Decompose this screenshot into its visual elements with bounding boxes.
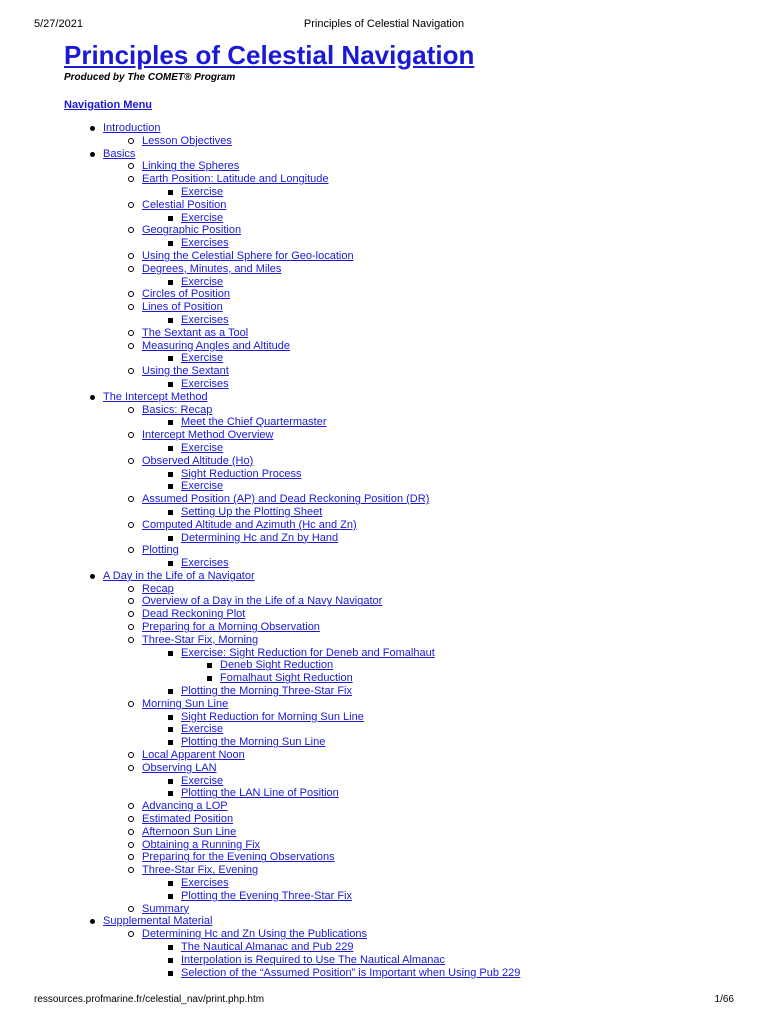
nav-item-level-3 [142,775,724,788]
nav-link[interactable]: Using the Sextant [142,365,229,378]
nav-item-level-3 [142,352,724,365]
nav-item-level-3 [142,186,724,199]
nav-item-level-3 [142,532,724,545]
nav-link[interactable]: Plotting the Morning Three-Star Fix [181,685,352,698]
bullet-icon [128,227,134,233]
bullet-icon [90,574,95,579]
nav-link[interactable]: Intercept Method Overview [142,429,274,442]
bullet-icon [168,484,173,489]
nav-link[interactable]: Lesson Objectives [142,134,232,147]
bullet-icon [128,253,134,259]
nav-link[interactable]: Using the Celestial Sphere for Geo-location [142,249,354,262]
nav-link[interactable]: Overview of a Day in the Life of a Navy Navigator [142,595,383,608]
bullet-icon [168,241,173,246]
nav-link[interactable]: Exercise [181,185,224,198]
nav-link[interactable]: Exercise: Sight Reduction for Deneb and Fomalhaut [181,646,435,659]
print-date: 5/27/2021 [34,18,83,30]
nav-item-level-3 [142,787,724,800]
nav-item-level-3 [142,468,724,481]
nav-sublist [103,404,724,570]
bullet-icon [168,971,173,976]
nav-link[interactable]: Plotting the Morning Sun Line [181,736,326,749]
nav-item-level-3 [142,711,724,724]
nav-item-level-3 [142,647,724,685]
nav-item-level-2 [103,749,724,762]
nav-item-level-2 [103,224,724,250]
nav-link[interactable]: Setting Up the Plotting Sheet [181,505,323,518]
bullet-icon [128,368,134,374]
bullet-icon [90,919,95,924]
nav-item-level-3 [142,685,724,698]
bullet-icon [128,291,134,297]
nav-sublist [142,506,724,519]
print-footer [34,993,734,1007]
bullet-icon [168,420,173,425]
nav-link[interactable]: Determining Hc and Zn Using the Publications [142,928,368,941]
nav-item-level-2 [103,762,724,800]
bullet-icon [128,624,134,630]
bullet-icon [168,446,173,451]
bullet-icon [128,637,134,643]
bullet-icon [168,791,173,796]
bullet-icon [128,163,134,169]
nav-link[interactable]: Selection of the “Assumed Position” is Important when Using Pub 229 [181,966,521,979]
bullet-icon [128,138,134,144]
nav-item-level-2 [103,493,724,519]
nav-item-level-2 [103,365,724,391]
bullet-icon [90,126,95,131]
bullet-icon [168,472,173,477]
nav-item-level-3 [142,723,724,736]
nav-link[interactable]: Sight Reduction for Morning Sun Line [181,710,364,723]
nav-link[interactable]: Estimated Position [142,813,234,826]
nav-item-level-1 [64,122,724,148]
nav-item-level-2 [103,595,724,608]
nav-item-level-4 [181,672,724,685]
nav-item-level-3 [142,557,724,570]
nav-link[interactable]: A Day in the Life of a Navigator [103,569,255,582]
nav-link[interactable]: The Nautical Almanac and Pub 229 [181,941,354,953]
bullet-icon [128,522,134,528]
bullet-icon [168,894,173,899]
nav-link[interactable]: Morning Sun Line [142,697,229,710]
nav-item-level-3 [142,237,724,250]
navigation-menu [64,122,724,979]
nav-item-level-2 [103,135,724,148]
nav-sublist [181,659,724,685]
nav-item-level-2 [103,160,724,173]
nav-item-level-3 [142,442,724,455]
nav-link[interactable]: Exercise [181,774,224,787]
bullet-icon [168,958,173,963]
nav-link[interactable]: Exercise [181,480,224,493]
bullet-icon [128,407,134,413]
nav-item-level-2 [103,698,724,749]
nav-link[interactable]: Assumed Position (AP) and Dead Reckoning Position (DR) [142,493,430,506]
nav-sublist [103,135,724,148]
nav-sublist [103,160,724,390]
nav-item-level-3 [142,276,724,289]
bullet-icon [168,216,173,221]
nav-link[interactable]: Preparing for the Evening Observations [142,851,335,864]
print-title: Principles of Celestial Navigation [303,18,465,30]
nav-sublist [142,775,724,801]
bullet-icon [128,547,134,553]
nav-sublist [142,941,724,979]
nav-link[interactable]: Three-Star Fix, Evening [142,864,259,877]
nav-item-level-3 [142,314,724,327]
bullet-icon [168,740,173,745]
bullet-icon [168,356,173,361]
nav-link[interactable]: Celestial Position [142,198,227,211]
bullet-icon [128,496,134,502]
nav-link[interactable]: Recap [142,582,174,595]
nav-link[interactable]: Summary [142,902,190,915]
nav-item-level-2 [103,608,724,621]
bullet-icon [168,280,173,285]
nav-item-level-2 [103,928,724,979]
nav-item-level-3 [142,416,724,429]
nav-item-level-2 [103,826,724,839]
nav-sublist [142,711,724,749]
nav-item-level-2 [103,839,724,852]
bullet-icon [128,304,134,310]
main-content [64,38,724,979]
nav-item-level-2 [103,327,724,340]
bullet-icon [128,867,134,873]
nav-item-level-2 [103,199,724,225]
nav-link[interactable]: Plotting the LAN Line of Position [181,787,339,800]
bullet-icon [128,343,134,349]
bullet-icon [128,176,134,182]
nav-item-level-2 [103,288,724,301]
nav-link[interactable]: Circles of Position [142,288,231,301]
nav-item-level-2 [103,903,724,916]
nav-link[interactable]: Plotting [142,544,179,557]
nav-link[interactable]: Exercise [181,275,224,288]
bullet-icon [168,651,173,656]
nav-item-level-2 [103,634,724,698]
nav-item-level-2 [103,813,724,826]
bullet-icon [168,190,173,195]
nav-link[interactable]: Dead Reckoning Plot [142,608,246,621]
print-url: ressources.profmarine.fr/celestial_nav/print.php.htm [34,994,265,1005]
nav-link[interactable]: Afternoon Sun Line [142,825,237,838]
nav-sublist [142,877,724,903]
nav-link[interactable]: Plotting the Evening Three-Star Fix [181,889,352,902]
nav-sublist [142,557,724,570]
nav-sublist [142,186,724,199]
nav-item-level-1 [64,570,724,916]
nav-link[interactable]: Obtaining a Running Fix [142,838,261,851]
nav-item-level-3 [142,480,724,493]
nav-item-level-2 [103,455,724,493]
nav-link[interactable]: Local Apparent Noon [142,749,245,762]
nav-item-level-3 [142,506,724,519]
bullet-icon [128,202,134,208]
nav-link[interactable]: Sight Reduction Process [181,467,302,480]
nav-sublist [142,647,724,698]
bullet-icon [90,395,95,400]
nav-link[interactable]: The Intercept Method [103,390,208,403]
bullet-icon [168,318,173,323]
bullet-icon [128,611,134,617]
bullet-icon [128,752,134,758]
nav-item-level-2 [103,301,724,327]
navigation-menu-link[interactable]: Navigation Menu [64,99,153,111]
nav-link[interactable]: Exercise [181,441,224,454]
bullet-icon [168,382,173,387]
nav-item-level-3 [142,212,724,225]
bullet-icon [207,676,212,681]
bullet-icon [128,816,134,822]
nav-item-level-2 [103,263,724,289]
bullet-icon [168,510,173,515]
nav-link[interactable]: Linking the Spheres [142,160,240,173]
nav-item-level-3 [142,954,724,967]
nav-link[interactable]: Earth Position: Latitude and Longitude [142,173,329,186]
bullet-icon [168,945,173,950]
nav-item-level-3 [142,890,724,903]
nav-item-level-2 [103,404,724,430]
nav-sublist [142,442,724,455]
nav-item-level-2 [103,800,724,813]
nav-item-level-2 [103,173,724,199]
nav-sublist [142,378,724,391]
nav-item-level-4 [181,659,724,672]
nav-item-level-3 [142,877,724,890]
bullet-icon [128,854,134,860]
nav-item-level-2 [103,519,724,545]
nav-link[interactable]: Three-Star Fix, Morning [142,633,259,646]
nav-link[interactable]: Fomalhaut Sight Reduction [220,672,353,685]
bullet-icon [90,152,95,157]
nav-sublist [142,314,724,327]
nav-item-level-1 [64,915,724,979]
nav-sublist [142,468,724,494]
bullet-icon [168,689,173,694]
nav-item-level-2 [103,250,724,263]
nav-item-level-2 [103,583,724,596]
bullet-icon [168,727,173,732]
bullet-icon [128,803,134,809]
nav-link[interactable]: Computed Altitude and Azimuth (Hc and Zn) [142,518,357,531]
bullet-icon [168,561,173,566]
nav-item-level-2 [103,429,724,455]
nav-link[interactable]: Basics: Recap [142,403,213,416]
nav-link[interactable]: Exercises [181,237,229,250]
nav-link[interactable]: Observed Altitude (Ho) [142,454,254,467]
nav-sublist [142,276,724,289]
bullet-icon [128,266,134,272]
byline: Produced by The COMET® Program [64,72,236,83]
bullet-icon [128,906,134,912]
nav-item-level-1 [64,391,724,570]
nav-sublist [142,212,724,225]
nav-link[interactable]: Supplemental Material [103,915,213,928]
nav-link[interactable]: Meet the Chief Quartermaster [181,416,327,429]
bullet-icon [128,598,134,604]
nav-item-level-2 [103,544,724,570]
nav-link[interactable]: The Sextant as a Tool [142,326,249,339]
nav-sublist [142,416,724,429]
nav-link[interactable]: Interpolation is Required to Use The Nautical Almanac [181,953,445,966]
nav-link[interactable]: Exercise [181,723,224,736]
nav-link[interactable]: Deneb Sight Reduction [220,659,334,672]
bullet-icon [168,715,173,720]
nav-link[interactable]: Basics [103,147,136,160]
nav-sublist [103,928,724,979]
nav-item-level-3 [142,736,724,749]
nav-sublist [142,352,724,365]
nav-link[interactable]: Exercises [181,557,229,570]
nav-link[interactable]: Geographic Position [142,224,242,237]
nav-item-level-2 [103,864,724,902]
nav-sublist [142,532,724,545]
nav-item-level-3 [142,967,724,980]
nav-link[interactable]: Exercises [181,313,229,326]
nav-link[interactable]: Advancing a LOP [142,800,228,813]
bullet-icon [207,663,212,668]
nav-item-level-3 [142,941,724,954]
print-header [34,17,734,31]
bullet-icon [128,458,134,464]
nav-link[interactable]: Exercise [181,211,224,224]
nav-link[interactable]: Lines of Position [142,301,223,314]
nav-sublist [142,237,724,250]
nav-link[interactable]: Observing LAN [142,761,217,774]
nav-link[interactable]: Determining Hc and Zn by Hand [181,531,339,544]
nav-link[interactable]: Measuring Angles and Altitude [142,339,290,352]
print-page-number: 1/66 [714,994,734,1005]
nav-item-level-3 [142,378,724,391]
nav-link[interactable]: Exercise [181,352,224,365]
bullet-icon [128,701,134,707]
bullet-icon [128,432,134,438]
bullet-icon [128,842,134,848]
bullet-icon [128,765,134,771]
nav-item-level-2 [103,340,724,366]
nav-item-level-2 [103,851,724,864]
nav-item-level-1 [64,148,724,391]
bullet-icon [128,330,134,336]
nav-link[interactable]: Exercises [181,377,229,390]
nav-link[interactable]: Preparing for a Morning Observation [142,621,320,634]
nav-item-level-2 [103,621,724,634]
bullet-icon [128,829,134,835]
nav-link[interactable]: Introduction [103,122,161,134]
nav-link[interactable]: Degrees, Minutes, and Miles [142,262,282,275]
bullet-icon [128,586,134,592]
bullet-icon [128,931,134,937]
bullet-icon [168,779,173,784]
bullet-icon [168,536,173,541]
bullet-icon [168,881,173,886]
page-title[interactable]: Principles of Celestial Navigation [64,40,475,70]
nav-sublist [103,583,724,916]
nav-link[interactable]: Exercises [181,877,229,890]
